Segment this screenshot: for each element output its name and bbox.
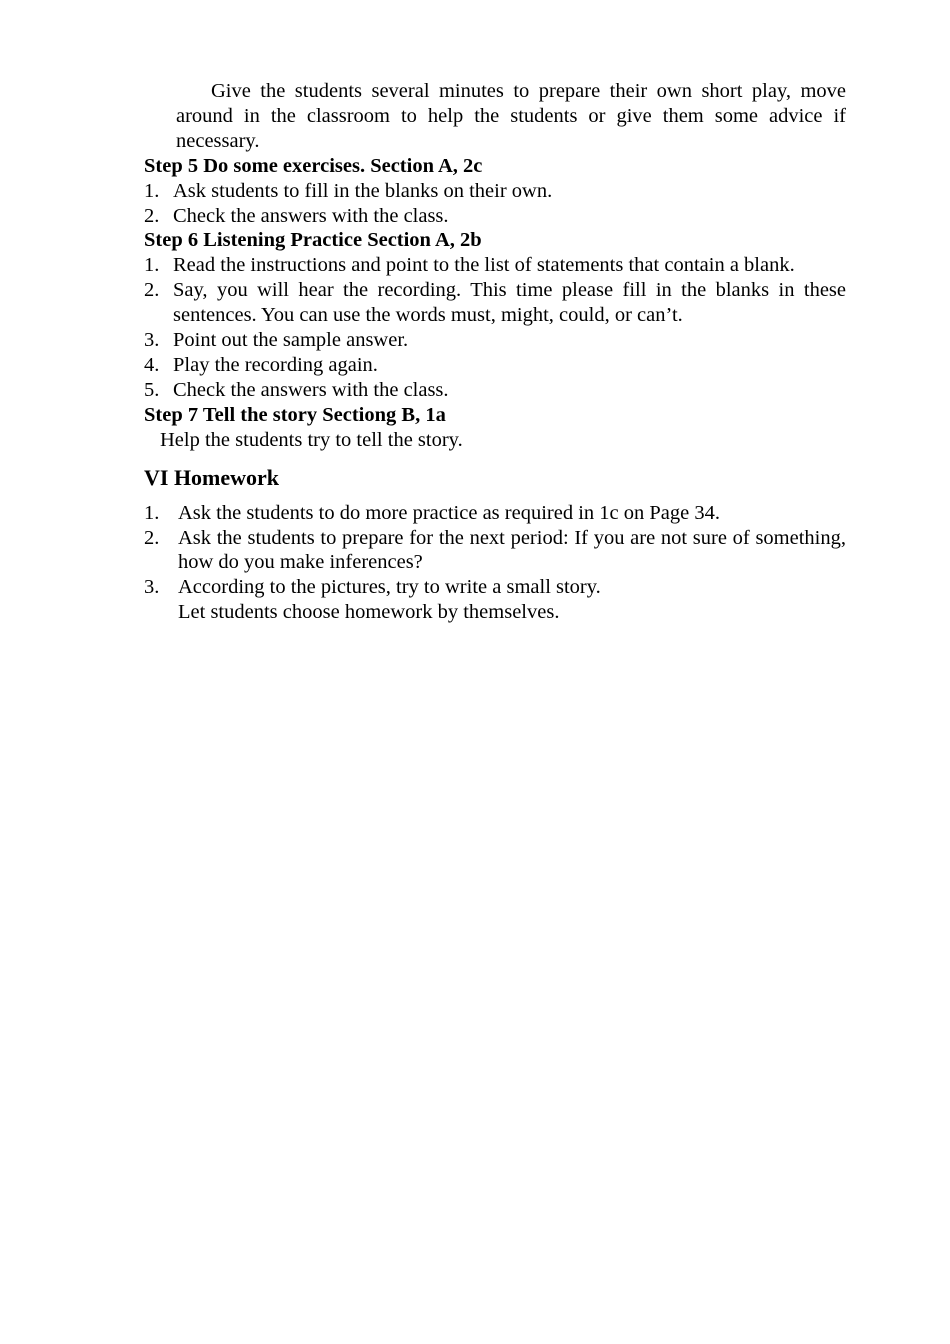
list-text: Read the instructions and point to the list of statements that contain a blank. [173,254,795,277]
list-number: 3. [144,329,160,352]
step5-list [144,179,846,229]
list-number: 1. [144,254,160,277]
list-item [144,328,846,353]
list-item [144,278,846,328]
list-number: 2. [144,526,160,549]
list-item [144,179,846,204]
step5-heading: Step 5 Do some exercises. Section A, 2c [144,154,483,177]
list-item [144,353,846,378]
list-item [144,526,846,576]
list-number: 2. [144,204,160,227]
list-text: Check the answers with the class. [173,204,449,227]
step6-list [144,253,846,402]
list-text: Point out the sample answer. [173,329,409,352]
list-text: Ask students to fill in the blanks on their own. [173,179,553,202]
list-number: 4. [144,353,160,376]
list-item [144,575,846,600]
list-text: Play the recording again. [173,353,378,376]
step7-heading: Step 7 Tell the story Sectiong B, 1a [144,403,446,426]
list-number: 1. [144,501,160,524]
list-item [144,501,846,526]
homework-heading: VI Homework [144,464,280,490]
list-item [144,378,846,403]
list-number: 5. [144,378,160,401]
list-item [144,204,846,229]
list-number: 3. [144,576,160,599]
list-text: Ask the students to prepare for the next period: If you are not sure of something, how do you make inferences? [178,526,846,574]
list-number: 2. [144,279,160,302]
intro-paragraph: Give the students several minutes to prepare their own short play, move around in the classroom to help the students or give them some advice if necessary. [176,80,846,152]
list-text: Check the answers with the class. [173,378,449,401]
step6-heading: Step 6 Listening Practice Section A, 2b [144,229,482,252]
homework-closing: Let students choose homework by themselves. [178,601,560,624]
list-text: According to the pictures, try to write a small story. [178,576,601,599]
list-text: Ask the students to do more practice as required in 1c on Page 34. [178,501,720,524]
step7-text: Help the students try to tell the story. [160,428,463,451]
list-number: 1. [144,179,160,202]
document-body [144,79,846,625]
list-text: Say, you will hear the recording. This time please fill in the blanks in these sentences. You can use the words must, might, could, or can’t. [173,279,846,327]
list-item [144,253,846,278]
homework-list [144,501,846,601]
